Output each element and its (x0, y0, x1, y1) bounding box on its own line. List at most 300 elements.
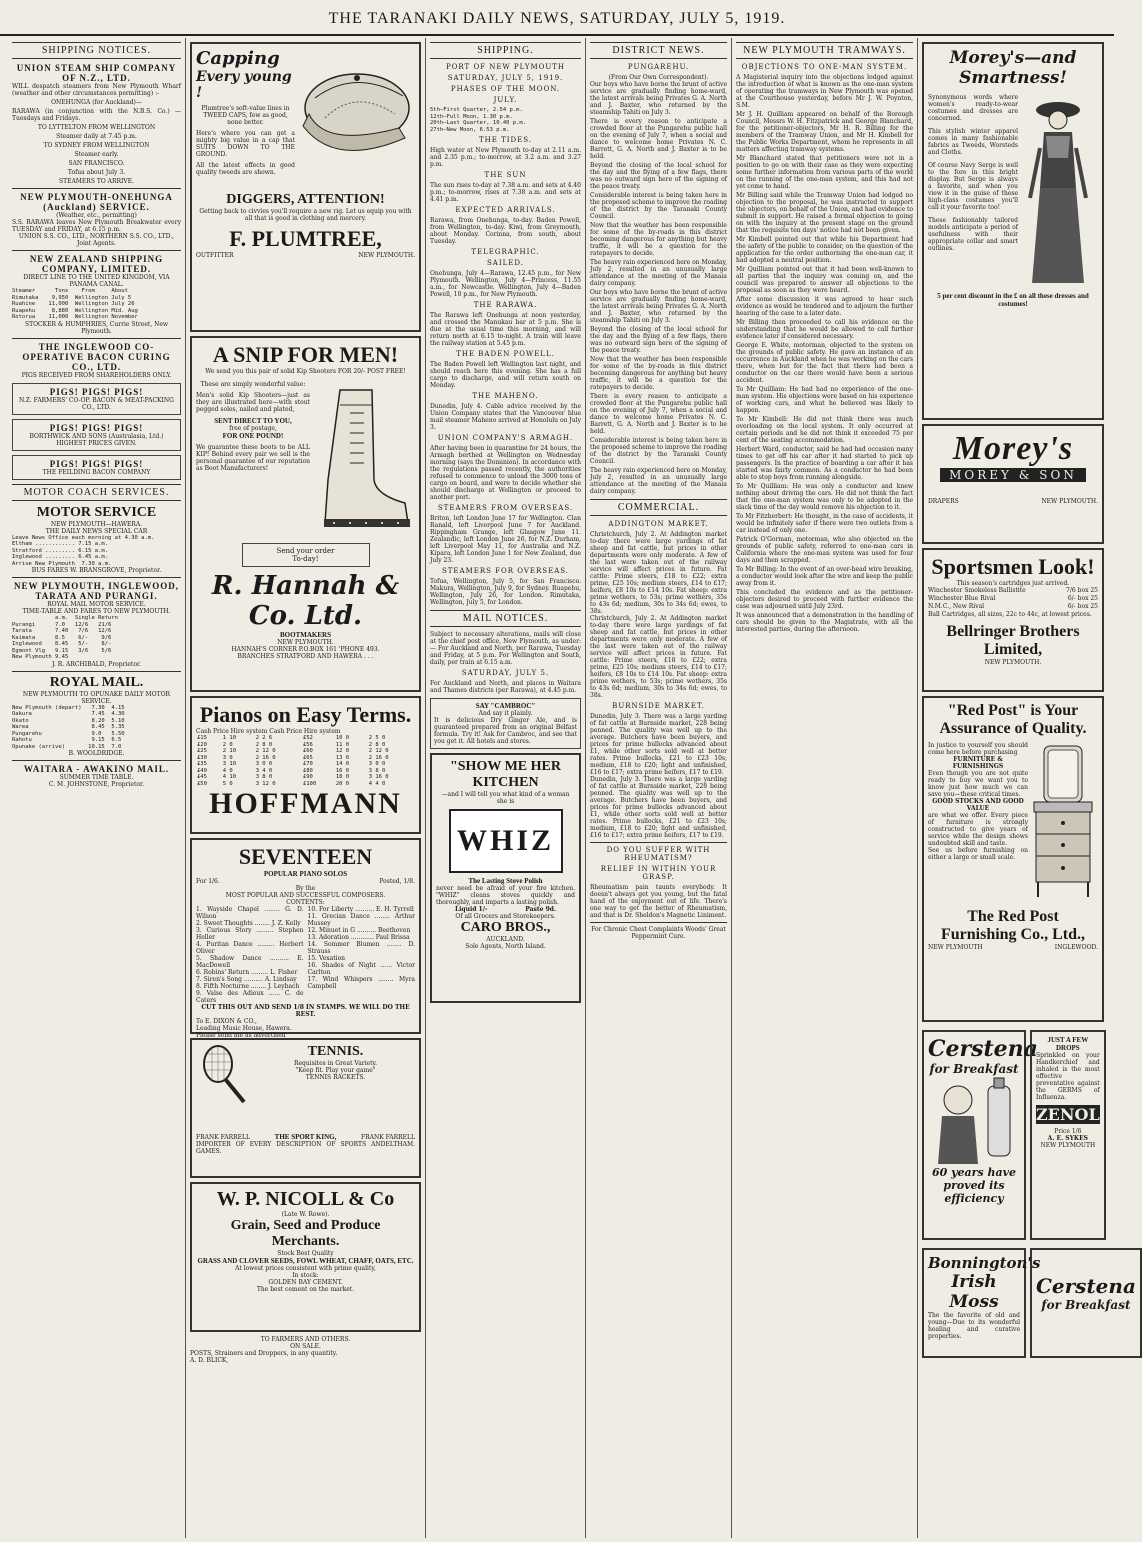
sailed-text: Onehunga, July 4—Rarawa, 12.45 p.m., for New Plymouth. Wellington, July 4—Princess, 11.55 a.m., for Newcastle. Wellington, July 4—Baden Powell, 10 p.m., for New Plymouth. (430, 270, 581, 298)
ship-table: Steamer Tons From About Rimutaka 9,950 Wellington July 5 Ruahine 11,000 Wellington July 26 Ruapehu 8,880 Wellington Mid. Aug Rotorua 11,000 Wellington November (12, 288, 138, 320)
rarawa-line: RARAWA (in conjunction with the N.B.S. Co.) —Tuesdays and Fridays. (12, 108, 181, 122)
commercial-heading: COMMERCIAL. (590, 499, 727, 516)
tides-text: High water at New Plymouth to-day at 2.11 a.m. and 2.35 p.m.; to-morrow, at 3.2 a.m. and 3.27 p.m. (430, 147, 581, 168)
lyttelton-line: TO LYTTELTON FROM WELLINGTON (37, 124, 156, 131)
tramways-heading: NEW PLYMOUTH TRAMWAYS. (736, 42, 913, 59)
pigs-received: PIGS RECEIVED FROM SHAREHOLDERS ONLY. (21, 371, 172, 379)
outfitter: OUTFITTER (196, 252, 234, 259)
cement: GOLDEN BAY CEMENT. (268, 1279, 343, 1286)
see-us: See us before furnishing on either a large or small scale. (928, 847, 1028, 861)
fare-table: a.m. Single Return Purangi 7.0 12/6 21/6 Tarata 7.40 7/6 12/6 Kaimata 8.5 6/- 9/6 Inglewood 8.45 5/- 8/- Egmont Vlg 9.15 3/6 5/6 New Plymouth 9.45 (12, 615, 118, 660)
sun-heading: THE SUN (484, 171, 527, 179)
direct-line: DIRECT LINE TO THE UNITED KINGDOM, VIA PANAMA CANAL. (23, 274, 170, 288)
dixon: To E. DIXON & CO., (196, 1018, 257, 1025)
red-post-ad (922, 696, 1104, 1022)
one-pound: FOR ONE POUND! (222, 432, 284, 440)
tennis-ad (190, 1038, 421, 1178)
feilding: THE FEILDING BACON COMPANY (42, 468, 151, 476)
cerstena-2: Cerstena (1036, 1274, 1136, 1298)
caro-sole: Sole Agents, North Island. (465, 943, 546, 950)
tram-para: To Mr Kimbell: He did not think there was much overloading on the local system. It only occurred at certain periods and he did not think it exceeded 75 per cent of the seating accommodation. (736, 416, 913, 444)
motor-service: MOTOR SERVICE (36, 504, 157, 520)
tram-para: Mr Billing said while the Tramway Union had lodged no objection to the proposal, he was instructed to support the objectors, on behalf of the Union, and had evidence to submit in support. He raised a formal objection to going on with the inquiry at the present stage on the ground that the requisite ten days' notice had not been given. (736, 192, 913, 234)
np-inglewood: NEW PLYMOUTH, INGLEWOOD, TARATA AND PURANGI. (13, 581, 180, 601)
bellringer-ad (922, 548, 1104, 692)
free-postage: free of postage, (229, 425, 277, 432)
solo-item: 3. Curious Story ......... Stephen Heller (196, 927, 304, 941)
district-para: Beyond the closing of the local school for the day and the flying of a few flags, there was no outward sign here of the signing of the peace treaty. (590, 162, 727, 190)
solo-item: 15. Vexation (307, 955, 346, 962)
late: (Late W. Rowe). (281, 1211, 330, 1218)
shipping-notices-heading: SHIPPING NOTICES. (12, 42, 181, 59)
cut-out: CUT THIS OUT AND SEND 1/8 IN STAMPS. WE WILL DO THE REST. (201, 1004, 410, 1018)
piano-price-table: £15 1 10 2 2 6 £52 10 0 2 5 0 £20 2 0 2 8 0 £56 11 0 2 8 0 £25 2 10 2 12 0 £60 12 0 2 12 0 £30 3 0 2 16 0 £65 13 0 2 16 0 £35 3 10 3 0 0 £70 14 0 3 0 0 £40 4 0 3 4 0 £80 16 0 3 8 0 £45 4 10 3 8 0 £90 18 0 3 16 0 £50 5 0 3 12 0 £100 20 0 4 4 0 (197, 735, 389, 787)
plumtree-name: F. PLUMTREE, (229, 226, 382, 251)
royal-mail-motor: ROYAL MAIL MOTOR SERVICE. (47, 601, 146, 608)
cambroc-text: It is delicious Dry Ginger Ale, and is guaranteed prepared from an original Belfast formula. Try it! Ask for Cambroc, and see that you get it. All hotels and stores. (434, 717, 577, 745)
solo-item: 14. Sommer Blumen ........ D. Strauss (307, 941, 415, 955)
plumtree-ad (190, 42, 421, 332)
every-young: Every young ! (196, 69, 292, 101)
requisites: Requisites in Great Variety. (293, 1060, 378, 1067)
cerstena-ad (922, 1030, 1038, 1240)
pianos-ad (190, 696, 421, 834)
dixon-sub: Leading Music House, Hawera. (196, 1025, 292, 1032)
tram-para: To Mr Quilliam: He was only a conductor and knew nothing about driving the cars. He did not think the fact that the one-man system was only to be adopted in the slack time of the day would remove his objection to it. (736, 483, 913, 511)
by-the: By the (295, 885, 316, 892)
irish-moss: Irish Moss (949, 1272, 999, 1312)
johnston: C. M. JOHNSTONE, Proprietor. (48, 781, 145, 788)
tram-para: George E. White, motorman, objected to the system on the grounds of public safety. He gave an instance of an occurrence in Auckland when he was working on the cars there, when but for the fact that there had been a conductor on the car there would have been a serious accident. (736, 342, 913, 384)
keep-fit: "Keep fit. Play your game" (295, 1067, 376, 1074)
district-para: Beyond the closing of the local school for the day and the flying of a few flags, there was no outward sign here of the signing of the peace treaty. (590, 326, 727, 354)
cartridge-row (928, 611, 1098, 619)
district-para: Now that the weather has been responsible for some of the by-roads in this district becoming dangerous for anything but heavy traffic, it will be a question for the ratepayers to decide. (590, 356, 727, 391)
np-opunake: NEW PLYMOUTH TO OPUNAKE DAILY MOTOR SERVICE. (22, 690, 171, 705)
zenol: ZENOL (1036, 1105, 1100, 1124)
tofua-line: Tofua about July 3. (67, 169, 126, 176)
cartridge-name: Winchester Smokeless Ballistite (928, 587, 1026, 594)
solos-right (308, 906, 416, 1004)
district-para: Our boys who have borne the brunt of active service are gradually finding home-ward, the latest arrivals being Privates G. A. North and J. Baxter, who returned by the steamship Tahiti on July 3. (590, 81, 727, 116)
diggers-heading: DIGGERS, ATTENTION! (226, 192, 385, 207)
red-post-heading: "Red Post" is Your Assurance of Quality. (939, 702, 1087, 737)
overseas-heading: STEAMERS FROM OVERSEAS. (437, 504, 574, 512)
cerstena-ad-2 (1030, 1248, 1142, 1358)
cartridge-row (928, 603, 1098, 611)
telegraphic: TELEGRAPHIC. (471, 248, 540, 256)
popular: POPULAR PIANO SOLOS (263, 870, 348, 878)
cartridges: This season's cartridges just arrived. (956, 580, 1070, 587)
borthwick: BORTHWICK AND SONS (Australasia, Ltd.) HIGHEST PRICES GIVEN. (29, 432, 164, 447)
solos-left (196, 906, 304, 1004)
zenol-text: Sprinkled on your Handkerchief and inhaled is the most effective preventative against the GERMS of Influenza. (1036, 1052, 1100, 1101)
hannah-ad (190, 336, 421, 692)
most-popular: MOST POPULAR AND SUCCESSFUL COMPOSERS. (225, 892, 386, 899)
saturday-heading: SATURDAY, JULY 5. (461, 669, 550, 677)
nz-shipping-heading: NEW ZEALAND SHIPPING COMPANY, LIMITED. (29, 254, 164, 274)
pigs-banner-2: PIGS! PIGS! PIGS! (49, 422, 144, 433)
district-heading: DISTRICT NEWS. (590, 42, 727, 59)
baden-heading: THE BADEN POWELL. (456, 350, 555, 358)
man-illustration (928, 1076, 1020, 1166)
moreys-logo: Morey's (952, 430, 1074, 467)
onehunga-line: ONEHUNGA (for Auckland)— (51, 99, 142, 106)
moreys-np: NEW PLYMOUTH. (1041, 498, 1098, 505)
maheno-text: Dunedin, July 4. Cable advice received by the Union Company states that the Vancouver blue mail steamer Maheno arrived at Honolulu on July 3. (430, 403, 581, 431)
whiz-text: WHIZ (456, 824, 555, 857)
whiz-ad (430, 753, 581, 1003)
cerstena-breakfast-2: for Breakfast (1041, 1298, 1131, 1312)
rheum-text: Rheumatism pain taunts everybody. It doesn't always get you young, but the fatal hand of the enjoyment out of life. There's one way to get the better of Rheumatism, and that is Dr. Sheldon's Magnetic Liniment. (590, 884, 727, 919)
cartridge-name: N.M.C., New Rival (928, 603, 985, 610)
column-6 (918, 38, 1136, 1538)
union-sign: UNION S.S. CO., LTD., NORTHERN S.S. CO., LTD., Joint Agents. (18, 233, 175, 247)
zenol-ad (1030, 1030, 1106, 1240)
hannah-logo: R. Hannah & Co. Ltd. (211, 571, 400, 631)
coach-times: Leave News Office each morning at 4.30 a.m. Eltham ............ 7.15 a.m. Stratford ......... 6.15 a.m. Inglewood ......... 6.45 a.m. Arrive New Plymouth 7.30 a.m. (12, 534, 155, 567)
plumtree-blurb: Plumtree's soft-value lines in TWEED CAPS, few as good, none better. (201, 105, 290, 126)
contents: CONTENTS: (286, 899, 325, 906)
pigs-banner-1: PIGS! PIGS! PIGS! (49, 386, 144, 397)
tennis-racket-icon (196, 1044, 256, 1104)
tram-para: To Mr Fitzherbert: He thought, in the case of accidents, it would be infinitely safer if there were two outlets from a car instead of only one. (736, 513, 913, 534)
pianos-heading: Pianos on Easy Terms. (199, 702, 412, 727)
woolridge: B. WOOLDRIDGE. (68, 750, 125, 757)
solo-item: 10. For Liberty .......... E. H. Tyrrell (307, 906, 414, 913)
tram-para: It was announced that a demonstration in the handling of cars should be given to the Magistrate, with all the interested parties, during the afternoon. (736, 612, 913, 633)
stove-text: never need be afraid of your fire kitchen. "WHIZ" cleans stoves quickly and thoroughly, and imparts a lasting polish. (436, 885, 575, 906)
dresser-illustration (1028, 742, 1098, 902)
overseas-text: Briton, left London June 17 for Wellington. Clan Ranald, left Liverpool June 7 for Auckland. Rippingham Grange, left Glasgow June 11. Zealandic, left London June 26, for N.Z. Durham, left Liverpool May 11, for Australia and N.Z. Kipara, left London June 1 for New Zealand, due July 23. (430, 515, 581, 564)
sykes: A. E. SYKES (1047, 1135, 1088, 1142)
addington-text-cont: Christchurch, July 2. At Addington market to-day there were large yardings of fat sheep and fat cattle, but prices in other departments were only moderate. A few of the last were taken out of the railway service will affect prices in future. Fat cattle: Prime steers, £18 to £22; extra prime, £25 10s; medium steers, £14 to £17; heifers, £8 10s to £14 10s. Fat sheep: extra prime wethers, to 53s; prime wethers, 35s to 43s 6d; medium, 30s to 34s 6d; ewes, to 38s. (590, 615, 727, 699)
district-para: There is every reason to anticipate a crowded floor at the Pungarehu public hall on the evening of July 7, when a social and dance to welcome home Privates N. C. Barrett, G. A. North and J. Baxter is to be held. (590, 118, 727, 160)
nicoll: W. P. NICOLL & Co (216, 1188, 395, 1210)
cartridge-price: 6/- box 25 (1067, 603, 1098, 610)
tram-para: Mr Quilliam pointed out that it had been well-known to all parties that the inquiry was coming on, and the council was prepared to answer all objections to the proposal as soon as they were heard. (736, 266, 913, 294)
lowest: At lowest prices consistent with prime quality, (235, 1265, 376, 1272)
district-para: The heavy rain experienced here on Monday, July 2, resulted in an unusually large attendance at the meeting of the Manaia dairy company. (590, 467, 727, 495)
moreys-text4: These fashionably tailored models anticipate a period of usefulness with their appropriate collar and smart outlines. (928, 217, 1018, 252)
steamer-daily: Steamer daily at 7.45 p.m. (56, 133, 137, 140)
opunake-table: New Plymouth (depart) 7.30 4.15 Oakura 7.45 4.30 Okato 8.20 5.10 Warea 8.45 5.35 Pungarehu 9.0 5.50 Rahotu 9.15 6.5 Opunake (arrive) 10.15 7.0 (12, 704, 125, 750)
bellringer: Bellringer Brothers Limited, (946, 623, 1080, 658)
posts: POSTS, Strainers and Droppers, in any quantity. (190, 1350, 338, 1357)
saturday-text: For Auckland and North, and places in Waitara and Thames districts (per Rarawa), at 4.45 p.m. (430, 680, 581, 694)
column-4 (586, 38, 732, 1538)
tram-para: After some discussion it was agreed to hear such evidence as would be tendered and to adjourn the further hearing of the case to a later date. (736, 296, 913, 317)
column-5 (732, 38, 918, 1538)
hoffmann: HOFFMANN (209, 787, 402, 820)
cartridge-row (928, 595, 1098, 603)
paste-price: Paste 9d. (525, 906, 557, 913)
importers: IMPORTER OF EVERY DESCRIPTION OF SPORTS AND GAMES. (196, 1141, 386, 1155)
sent-direct: SENT DIRECT TO YOU, (214, 417, 292, 425)
column-2 (186, 38, 426, 1538)
district-para: Considerable interest is being taken here in the proposed scheme to improve the roading of the district by the Taranaki County Council. (590, 192, 727, 220)
san-francisco: SAN FRANCISCO. (68, 160, 125, 167)
bellringer-np: NEW PLYMOUTH. (984, 659, 1042, 666)
armagh-heading: UNION COMPANY'S ARMAGH. (437, 434, 574, 442)
cartridge-price: 6/- box 25 (1067, 595, 1098, 602)
tram-para: A Magisterial inquiry into the objections lodged against the introduction of what is known as the one-man system of operating the tramways in New Plymouth was opened at the Courthouse yesterday, before Mr J. W. Poynton, S.M. (736, 74, 913, 109)
sportsmen: Sportsmen Look! (931, 554, 1095, 579)
tram-para: This concluded the evidence and as the petitioner-objectors desired to proceed with further evidence the case was adjourned until July 23rd. (736, 589, 913, 610)
tram-para: To Mr Billing: In the event of an over-head wire breaking, a conductor would look after the wire and keep the public away from it. (736, 566, 913, 587)
july: JULY. (493, 96, 518, 104)
rp-np: NEW PLYMOUTH (928, 944, 983, 951)
red-post-text1: In justice to yourself you should come here before purchasing (928, 742, 1028, 756)
solo-item: 11. Grecian Dance ........ Arthur Mussey (307, 913, 415, 927)
union-company-heading: UNION STEAM SHIP COMPANY OF N.Z., LTD. (16, 63, 177, 83)
on-sale: ON SALE. (290, 1343, 321, 1350)
cambroc: SAY "CAMBROC" (475, 702, 536, 710)
burnside: BURNSIDE MARKET. (612, 702, 705, 710)
solo-item: 9. Valse des Adieux ...... C. de Caters (196, 990, 304, 1004)
grain: Grain, Seed and Produce Merchants. (230, 1218, 381, 1249)
solo-item: 1. Wayside Chapel ........ G. D. Wilson (196, 906, 304, 920)
summer-tt: SUMMER TIME TABLE. (59, 774, 134, 781)
stocker-sign: STOCKER & HUMPHRIES, Currie Street, New Plymouth. (24, 320, 169, 335)
cerstena-breakfast: for Breakfast (929, 1062, 1019, 1076)
sydney-line: TO SYDNEY FROM WELLINGTON (43, 142, 150, 149)
burnside-text: Dunedin, July 3. There was a large yarding of fat cattle at Burnside market, 228 being penned. The quality was well up to the average. Butchers have been buyers, and prices for prime bullocks advanced about £1, while other sorts sold well at better rates. Prime bullocks, £21 to £23 10s; medium, £18 to £20; light and unfinished, £16 to £17; extra prime heifers, £17 to £19. (590, 713, 727, 776)
posted: Posted, 1/8. (379, 878, 415, 885)
bonnington-ad (922, 1248, 1041, 1358)
moreys-logo-ad (922, 424, 1104, 544)
burnside-text-cont: Dunedin, July 3. There was a large yarding of fat cattle at Burnside market, 228 being penned. The quality was well up to the average. Butchers have been buyers, and prices for prime bullocks advanced about £1, while other sorts sold well at better rates. Prime bullocks, £21 to £23 10s; medium, £18 to £20; light and unfinished, £16 to £17; extra prime heifers, £17 to £19. (590, 776, 727, 839)
sailed-heading: SAILED. (487, 259, 524, 267)
solo-item: 4. Puritan Dance ......... Herbert Oliver (196, 941, 304, 955)
furniture: FURNITURE & FURNISHINGS (952, 756, 1004, 770)
hannah-corner: HANNAH'S CORNER P.O.BOX 161 'PHONE 493. (231, 646, 380, 653)
solo-item: 12. Minuet in G .......... Beethoven (307, 927, 411, 934)
liquid-price: Liquid 1/- (454, 906, 488, 913)
stove: The Lasting Stove Polish (468, 877, 543, 885)
today: To-day! (292, 555, 319, 563)
caro: CARO BROS., (460, 920, 551, 935)
bus-fares: BUS FARES W. BRANSGROVE, Proprietor. (31, 567, 162, 574)
diggers-text: Getting back to civvies you'll require a new rig. Let us equip you with all that is good in clothing and mercery. (199, 208, 412, 222)
cartridge-row (928, 587, 1098, 595)
kitchen: "SHOW ME HER KITCHEN (450, 759, 561, 790)
latest: All the latest effects in good quality tweeds are shown. (196, 162, 295, 176)
district-para: Our boys who have borne the brunt of active service are gradually finding home-ward, the latest arrivals being Privates G. A. North and J. Baxter, who returned by the steamship Tahiti on July 3. (590, 289, 727, 324)
union-intro: WILL despatch steamers from New Plymouth Wharf (weather and other circumstances permitting) :- (12, 83, 181, 97)
tram-para: Mr Billing then proceeded to call his evidence on the understanding that he would be allowed to call further evidence later if considered necessary. (736, 319, 913, 340)
cerstena: Cerstena (928, 1036, 1038, 1062)
cartridge-name: Ball Cartridges, all sizes, 22c to 44c, at lowest prices. (928, 611, 1092, 618)
steamers-arrive: STEAMERS TO ARRIVE. (58, 178, 135, 185)
moreys-ad (922, 42, 1104, 420)
expected-heading: EXPECTED ARRIVALS. (455, 206, 556, 214)
farmers-sale: TO FARMERS AND OTHERS. (260, 1336, 351, 1343)
caro-auckland: AUCKLAND. (486, 936, 525, 943)
baden-text: The Baden Powell left Wellington last night, and should reach here this evening. She has a full cargo to discharge, and will return south on Monday. (430, 361, 581, 389)
solo-item: 16. Shades of Night ...... Victor Carlton (307, 962, 415, 976)
tram-para: Herbert Ward, conductor, said he had had occasion many times to get off his car after it had started to pick up passengers. In the practice of boarding a car after it has started was fairly common. As a conductor he had been able to stop boys from running alongside. (736, 446, 913, 481)
moreys-text1: Synonymous words where women's ready-to-wear costumes and dresses are concerned. (928, 94, 1018, 122)
solo-item: 6. Robins' Return ......... L. Fisher (196, 969, 298, 976)
few-drops: JUST A FEW DROPS (1047, 1036, 1089, 1052)
farrell-right: FRANK FARRELL (360, 1134, 415, 1141)
stock: Stock Best Quality (277, 1250, 334, 1257)
piano-solos-ad (190, 838, 421, 1039)
morey-son-banner (940, 468, 1086, 482)
farrell: FRANK FARRELL (196, 1134, 251, 1141)
inglewood-heading: THE INGLEWOOD CO-OPERATIVE BACON CURING CO., LTD. (22, 341, 171, 372)
own-corr: (From Our Own Correspondent). (608, 74, 709, 81)
lady-illustration (1018, 88, 1098, 288)
newspaper-title: THE TARANAKI DAILY NEWS, SATURDAY, JULY 5, 1919. (328, 10, 786, 27)
masthead (0, 0, 1114, 36)
branches: BRANCHES STRATFORD AND HAWERA . . . (237, 653, 374, 660)
district-para: Considerable interest is being taken here in the proposed scheme to improve the roading of the district by the Taranaki County Council. (590, 437, 727, 465)
armagh-text: After having been in quarantine for 24 hours, the Armagh berthed at Wellington on Wednesday morning (says the Dominion). In accordance with the regulations passed recently, the authorities refused to commence to unload the 3000 tons of cargo on board, and were to decide whether she should discharge at Wellington or proceed to another port. (430, 445, 581, 501)
rp-ingle: INGLEWOOD. (1054, 944, 1098, 951)
tides-heading: THE TIDES. (478, 136, 533, 144)
cartridge-price: 7/6 box 25 (1066, 587, 1098, 594)
tramways-body (736, 74, 913, 633)
price-head: Cash Price Hire system Cash Price Hire system (196, 728, 341, 735)
archibald: J. R. ARCHIBALD, Proprietor. (51, 660, 142, 668)
addington-text: Christchurch, July 2. At Addington market to-day there were large yardings of fat sheep and fat cattle, but prices in other departments were only moderate. A few of the last were taken out of the railway service will affect prices in future. Fat cattle: Prime steers, £18 to £22; extra prime, £25 10s; medium steers, £14 to £17; heifers, £8 10s to £14 10s. Fat sheep: extra prime wethers, to 53s; prime wethers, 35s to 43s 6d; medium, 30s to 34s 6d; ewes, to 38s. (590, 531, 727, 615)
tram-para: Mr Blanchard stated that petitioners were not in a position to go on with their case as they were expecting some further information from various parts of the world on the running of the one-man system, and this had not yet come to hand. (736, 155, 913, 190)
port-date: SATURDAY, JULY 5, 1919. (447, 74, 564, 82)
district-body (590, 81, 727, 495)
seventeen: SEVENTEEN (238, 844, 373, 869)
waitara-awakino: WAITARA - AWAKINO MAIL. (23, 764, 170, 774)
solo-item: 5. Shadow Dance .......... E. MacDowell (196, 955, 304, 969)
hannah-addr: NEW PLYMOUTH. (277, 639, 334, 646)
cambroc-ad (430, 698, 581, 749)
moreys-text3: Of course Navy Serge is well to the fore in this bright display. But Serge is always a favorite, and when you view it in the guise of these high-class costumes you'll call it your favorite too! (928, 162, 1018, 211)
send-order: Send your order (276, 547, 335, 555)
motor-coach-heading: MOTOR COACH SERVICES. (12, 484, 181, 501)
moreys-heading: Morey's—and Smartness! (949, 48, 1077, 88)
objections: OBJECTIONS TO ONE-MAN SYSTEM. (741, 63, 908, 71)
snip-sub: We send you this pair of solid Kip Shooters FOR 20/- POST FREE! (205, 368, 406, 375)
pungarehu: PUNGAREHU. (627, 63, 690, 71)
expected-text: Rarawa, from Onehunga, to-day. Baden Powell, from Wellington, to-day. Kiwi, from Greymouth, about Monday. Corinna, from south, about Tuesday. (430, 217, 581, 245)
rarawa-text: The Rarawa left Onehunga at noon yesterday, and crossed the Manukau bar at 5 p.m. She is due at the usual time this morning, and will return north at 6.15 to-night. A train will leave the railway station at 5.45 p.m. (430, 312, 581, 347)
moreys-text2: This stylish winter apparel comes in many fashionable fabrics as Tweeds, Worsteds and Cloths. (928, 128, 1018, 156)
chronic: For Chronic Chest Complaints Woods' Great Peppermint Cure. (591, 926, 726, 940)
moon: 5th—First Quarter, 2.54 p.m. 12th—Full Moon, 1.30 p.m. 20th—Last Quarter, 10.40 p.m. 27th—New Moon, 6.53 p.m. (430, 107, 527, 133)
to-overseas-text: Tofua, Wellington, July 5, for San Francisco. Makura, Wellington, July 9, for Sydney. Ruapehu, Wellington, July 26, for London. Rimutaka, Wellington, July 5, for London. (430, 578, 581, 606)
good-stocks: GOOD STOCKS AND GOOD VALUE (932, 798, 1024, 812)
grocers: Of all Grocers and Storekeepers. (455, 913, 556, 920)
to-overseas-heading: STEAMERS FOR OVERSEAS. (441, 567, 570, 575)
column-1 (8, 38, 186, 1538)
daily-special: THE DAILY NEWS SPECIAL CAR (45, 527, 148, 535)
discount: 5 per cent discount in the £ on all these dresses and costumes! (937, 292, 1089, 308)
phases: PHASES OF THE MOON. (450, 85, 561, 93)
solo-item: 17. Wind Whispers ........ Myra Campbell (307, 976, 415, 990)
red-post-text2: Even though you are not quite ready to buy we want you to know just how much we can save you—these critical times. (928, 770, 1028, 798)
morey-son: MOREY & SON (949, 468, 1077, 482)
relief: RELIEF IN WITHIN YOUR GRASP. (600, 865, 717, 881)
snip-heading: A SNIP FOR MEN! (212, 342, 399, 367)
wonderful: These are simply wonderful value: (200, 381, 306, 388)
mail-heading: MAIL NOTICES. (430, 610, 581, 627)
district-para: There is every reason to anticipate a crowded floor at the Pungarehu public hall on the evening of July 7, when a social and dance to welcome home Privates N. C. Barrett, G. A. North and J. Baxter is to be held. (590, 393, 727, 435)
in-stock: In stock: (292, 1272, 319, 1279)
sun-text: The sun rises to-day at 7.38 a.m. and sets at 4.40 p.m.; to-morrow, rises at 7.38 a.m. and sets at 4.41 p.m. (430, 182, 581, 203)
drapers: DRAPERS (928, 498, 959, 505)
sykes-np: NEW PLYMOUTH (1040, 1142, 1096, 1149)
addington: ADDINGTON MARKET. (608, 520, 709, 528)
blick: A. D. BLICK, (190, 1357, 229, 1364)
please-send: Please send me as advertised (196, 1032, 286, 1039)
tram-para: Mr J. H. Quilliam appeared on behalf of the Borough Council, Messrs W. H. Fitzpatrick and George Blanchard, for the petitioner-objectors, Mr H. R. Billing for the members of the Tramway Union, and Mr H. Kimbell for the Public Works Department, whom he represents in all matters affecting tramway systems. (736, 111, 913, 153)
grass: GRASS AND CLOVER SEEDS, FOWL WHEAT, CHAFF, OATS, ETC. (197, 1257, 414, 1265)
tram-para: Mr Kimbell pointed out that while his Department had the safety of the public to consider, on the question of the application for the order authorising the one-man car, it had adopted a neutral position. (736, 236, 913, 264)
shipping-heading: SHIPPING. (430, 42, 581, 59)
rackets: TENNIS RACKETS. (305, 1074, 366, 1081)
pigs-banner-3: PIGS! PIGS! PIGS! (49, 458, 144, 469)
eltham: ELTHAM. (385, 1141, 415, 1148)
zenol-price: Price 1/6 (1054, 1128, 1082, 1135)
mail-text: Subject to necessary alterations, mails will close at the chief post office, New Plymouth, as under:— For Auckland and North, per Rarawa, Tuesday and Friday, at 5 p.m. For Wellington and South, daily, per train at 6.15 a.m. (430, 631, 581, 666)
solo-item: 2. Sweet Thoughts ........ J. Z. Kelly (196, 920, 301, 927)
maheno-heading: THE MAHENO. (472, 392, 539, 400)
np-hawera: NEW PLYMOUTH—HAWERA. (50, 520, 143, 528)
steamer-early: Steamer early. (74, 151, 119, 158)
rheumatism: DO YOU SUFFER WITH RHEUMATISM? (606, 846, 711, 862)
sport-king: THE SPORT KING, (274, 1133, 337, 1141)
capping-heading: Capping (196, 48, 280, 69)
kip-text: Men's solid Kip Shooters—just as they are illustrated here—with stout pegged soles, nailed and plated, (196, 392, 310, 413)
solo-item: 8. Fifth Nocturne ........ J. Leybach (196, 983, 300, 990)
column-3 (426, 38, 586, 1538)
port: PORT OF NEW PLYMOUTH (445, 63, 566, 71)
ss-rarawa: S.S. RARAWA leaves New Plymouth Breakwater every TUESDAY and FRIDAY, at 6.15 p.m. (12, 219, 181, 233)
zenol-logo (1036, 1105, 1100, 1124)
cambroc-sub: And say it plainly. (478, 710, 533, 717)
best-cement: The best cement on the market. (256, 1286, 355, 1293)
whiz-logo (449, 809, 563, 873)
weather-note: (Weather, etc., permitting) (56, 212, 137, 219)
cartridge-name: Winchester Blue Rival (928, 595, 996, 602)
nicoll-ad (190, 1182, 421, 1332)
royal-mail: ROYAL MAIL. (49, 674, 144, 690)
bootmakers: BOOTMAKERS (280, 631, 331, 639)
bonn-text: The the favorite of old and young—Due to its wonderful healing and curative properties. (928, 1312, 1020, 1340)
timetable: TIME-TABLE AND FARES TO NEW PLYMOUTH. (22, 608, 171, 615)
tram-para: Patrick O'Gorman, motorman, who also objected on the grounds of public safety, referred to one-man cars in California where the one-man system was used for four days and then scrapped. (736, 536, 913, 564)
for-price: For 1/6. (196, 878, 220, 885)
guarantee: We guarantee these boots to be ALL KIP! Behind every pair we sell is the personal guarantee of our reputation as Boot Manufacturers! (196, 444, 310, 472)
cap-illustration (295, 48, 415, 188)
tennis-heading: TENNIS. (307, 1044, 364, 1059)
sixty-years: 60 years have proved its efficiency (932, 1166, 1016, 1205)
cap-copy: Here's where you can get a mighty big value in a cap that SUITS DOWN TO THE GROUND. (196, 130, 295, 158)
union-text (12, 83, 181, 185)
np-onehunga-heading: NEW PLYMOUTH-ONEHUNGA (Auckland) SERVICE. (20, 192, 173, 212)
red-post-co: The Red Post Furnishing Co., Ltd., (940, 908, 1086, 943)
district-para: Now that the weather has been responsible for some of the by-roads in this district becoming dangerous for anything but heavy traffic, it will be a question for the ratepayers to decide. (590, 222, 727, 257)
farmers-coop: N.Z. FARMERS' CO-OP. BACON & MEAT-PACKING CO., LTD. (19, 396, 174, 411)
boot-illustration (310, 381, 415, 539)
bonnington: Bonnington's (928, 1254, 1041, 1272)
district-para: The heavy rain experienced here on Monday, July 2, resulted in an unusually large attendance at the meeting of the Manaia dairy company. (590, 259, 727, 287)
solo-item: 7. Siren's Song .......... A. Lindsay (196, 976, 297, 983)
kitchen-sub: —and I will tell you what kind of a woman she is (441, 791, 570, 805)
rarawa-heading: THE RARAWA. (473, 301, 538, 309)
plumtree-np: NEW PLYMOUTH. (358, 252, 415, 259)
